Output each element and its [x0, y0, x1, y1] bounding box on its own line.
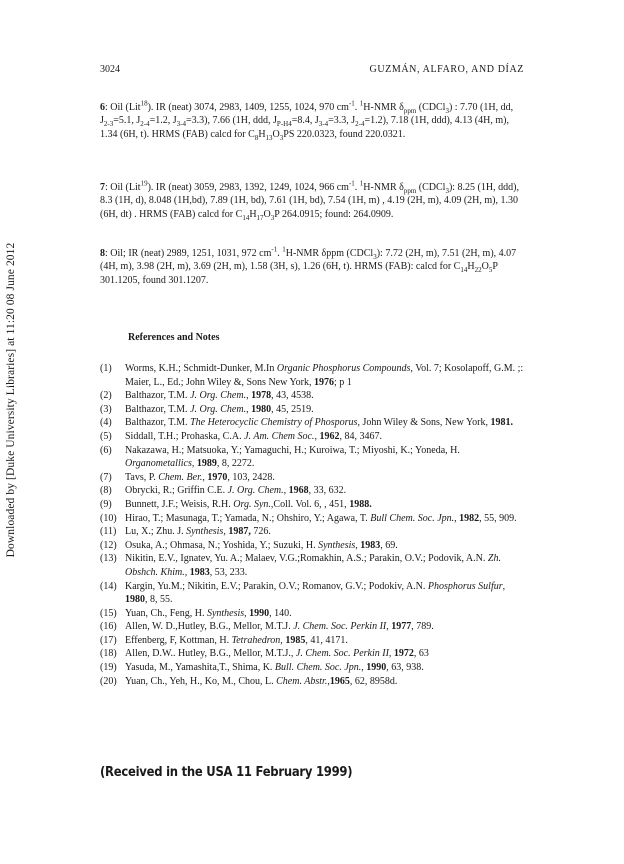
download-watermark	[2, 180, 20, 620]
compound-number: 8	[100, 248, 105, 259]
reference-item: (12) Osuka, A.; Ohmasa, N.; Yoshida, Y.; Suzuki, H. Synthesis, 1983, 69.	[100, 539, 398, 551]
reference-item: (20) Yuan, Ch., Yeh, H., Ko, M., Chou, L. Chem. Abstr.,1965, 62, 8958d.	[100, 675, 398, 687]
references-list	[100, 362, 525, 688]
reference-item: (2) Balthazor, T.M. J. Org. Chem., 1978, 43, 4538.	[100, 390, 314, 402]
reference-item: (3) Balthazor, T.M. J. Org. Chem., 1980, 45, 2519.	[100, 403, 314, 415]
compound-number: 7	[100, 182, 105, 193]
reference-item: (18) Allen, D.W.. Hutley, B.G., Mellor, M.T.J., J. Chem. Soc. Perkin II, 1972, 63	[100, 648, 429, 660]
reference-item: (4) Balthazor, T.M. The Heterocyclic Chemistry of Phosporus, John Wiley & Sons, New York, 1981.	[100, 417, 513, 429]
reference-item: (14) Kargin, Yu.M.; Nikitin, E.V.; Parakin, O.V.; Romanov, G.V.; Podokiv, A.N. Phosphorus Sulfur, 1980, 8, 55.	[100, 580, 506, 606]
compound-number: 6	[100, 102, 105, 113]
compound-8-entry: 8: Oil; IR (neat) 2989, 1251, 1031, 972 $cm^{-1}$. $^1$H-NMR δppm (CDCl$_3$): 7.72 (2H, m), 7.51 (2H, m), 4.07 (4H, m), 3.98 (2H, m), 3.69 (2H, m), 1.58 (3H, s), 1.26 (6H, t). HRMS (FAB): calcd for $C_{14}H_{22}O_5P$ 301.1205, found 301.1207.	[100, 245, 517, 286]
reference-item: (11) Lu, X.; Zhu. J. Synthesis, 1987, 726.	[100, 526, 271, 538]
received-date: (Received in the USA 11 February 1999)	[100, 764, 353, 780]
compound-6-entry: 6: Oil (Lit$^{18}$). IR (neat) 3074, 2983, 1409, 1255, 1024, 970 $cm^{-1}$. $^1$H-NMR $\delta_{ppm}$ (CDCl$_3$) : 7.70 (1H, dd, $J_{2-3}=5.1$, $J_{2-4}=1.2$, $J_{3-4}=3.3$), 7.66 (1H, ddd, $J_{P-H4}=8.4$, $J_{3-4}=3.3$, $J_{2-4}=1.2$), 7.18 (1H, ddd), 4.13 (4H, m), 1.34 (6H, t). HRMS (FAB) calcd for $C_8H_{13}O_3PS$ 220.0323, found 220.0321.	[100, 99, 514, 142]
running-header	[100, 64, 524, 78]
reference-item: (7) Tavs, P. Chem. Ber., 1970, 103, 2428.	[100, 471, 275, 483]
compound-7-entry: 7: Oil (Lit$^{19}$). IR (neat) 3059, 2983, 1392, 1249, 1024, 966 $cm^{-1}$. $^1$H-NMR $\delta_{ppm}$ (CDCl$_3$): 8.25 (1H, ddd), 8.3 (1H, d), 8.048 (1H,bd), 7.89 (1H, bd), 7.61 (1H, bd), 7.54 (1H, m) , 4.19 (2H, m), 4.09 (2H, m), 1.30 (6H, dt) . HRMS (FAB) calcd for $C_{14}H_{17}O_3P$ 264.0915; found: 264.0909.	[100, 179, 519, 222]
reference-item: (9) Bunnett, J.F.; Weisis, R.H. Org. Syn.,Coll. Vol. 6, , 451, 1988.	[100, 498, 372, 510]
reference-item: (13) Nikitin, E.V., Ignatev, Yu. A.; Malaev, V.G.;Romakhin, A.S.; Parakin, O.V.; Podovik, A.N. Zh. Obshch. Khim., 1983, 53, 233.	[100, 553, 501, 578]
reference-item: (8) Obrycki, R.; Griffin C.E. J. Org. Chem., 1968, 33, 632.	[100, 485, 347, 497]
reference-item: (17) Effenberg, F, Kottman, H. Tetrahedron, 1985, 41, 4171.	[100, 634, 348, 646]
reference-item: (16) Allen, W. D.,Hutley, B.G., Mellor, M.T.J. J. Chem. Soc. Perkin II, 1977, 789.	[100, 621, 434, 633]
page-number: 3024	[100, 64, 120, 75]
reference-item: (10) Hirao, T.; Masunaga, T.; Yamada, N.; Ohshiro, Y.; Agawa, T. Bull Chem. Soc. Jpn., 1982, 55, 909.	[100, 512, 517, 524]
reference-item: (6) Nakazawa, H.; Matsuoka, Y.; Yamaguchi, H.; Kuroiwa, T.; Miyoshi, K.; Yoneda, H. Organometallics, 1989, 8, 2272.	[100, 444, 460, 470]
reference-item: (1) Worms, K.H.; Schmidt-Dunker, M.In Organic Phosphorus Compounds, Vol. 7; Kosolapoff, G.M. ;: Maier, L., Ed.; John Wiley &, Sons New York, 1976; p 1	[100, 363, 524, 388]
reference-item: (19) Yasuda, M., Yamashita,T., Shima, K. Bull. Chem. Soc. Jpn., 1990, 63, 938.	[100, 662, 424, 674]
download-watermark-text: Downloaded by [Duke University Libraries] at 11:20 08 June 2012	[5, 242, 17, 558]
references-heading: References and Notes	[128, 332, 220, 343]
reference-item: (5) Siddall, T.H.; Prohaska, C.A. J. Am. Chem Soc., 1962, 84, 3467.	[100, 430, 382, 442]
reference-item: (15) Yuan, Ch., Feng, H. Synthesis, 1990, 140.	[100, 607, 292, 619]
running-title: GUZMÁN, ALFARO, AND DÍAZ	[369, 64, 524, 75]
